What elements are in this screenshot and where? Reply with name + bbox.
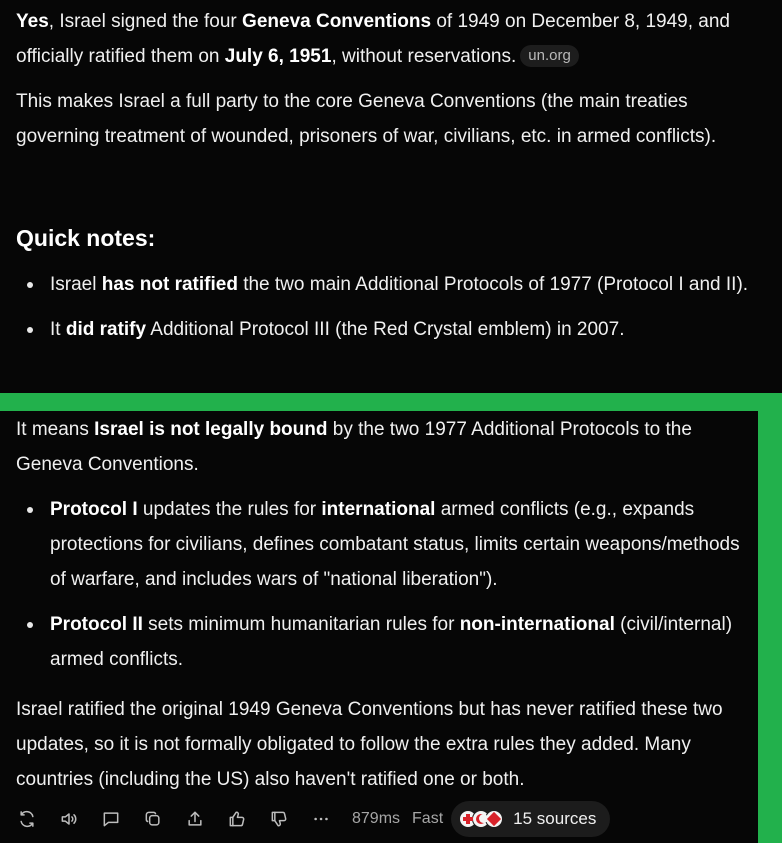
list-item: Protocol II sets minimum humanitarian rules for non-international (civil/internal) armed conflicts. [16, 607, 756, 677]
refresh-icon[interactable] [16, 808, 38, 830]
thumbs-down-icon[interactable] [268, 808, 290, 830]
speed-mode-label: Fast [412, 810, 444, 827]
list-item: It did ratify Additional Protocol III (the Red Crystal emblem) in 2007. [16, 312, 778, 347]
quick-notes-list [16, 267, 778, 347]
quick-notes-heading: Quick notes: [16, 225, 156, 251]
source-badge-un-org[interactable]: un.org [520, 45, 579, 67]
list-item: Protocol I updates the rules for international armed conflicts (e.g., expands protections for civilians, defines combatant status, limits certain weapons/methods of warfare, and includes wars of "national liberation"). [16, 492, 756, 597]
copy-icon[interactable] [142, 808, 164, 830]
sources-count-label: 15 sources [513, 809, 597, 828]
answer-paragraph-full-party: This makes Israel a full party to the core Geneva Conventions (the main treaties governing treatment of wounded, prisoners of war, civilians, etc. in armed conflicts). [16, 91, 717, 147]
response-action-bar [16, 800, 610, 838]
protocols-list [16, 492, 756, 677]
share-icon[interactable] [184, 808, 206, 830]
list-item: Israel has not ratified the two main Additional Protocols of 1977 (Protocol I and II). [16, 267, 778, 302]
thumbs-up-icon[interactable] [226, 808, 248, 830]
sources-button[interactable] [451, 801, 610, 837]
answer-paragraph-ratification: Yes, Israel signed the four Geneva Conventions of 1949 on December 8, 1949, and officially ratified them on July 6, 1951, without reservations. un.org [16, 11, 730, 67]
comment-icon[interactable] [100, 808, 122, 830]
more-icon[interactable] [310, 808, 332, 830]
response-time: 879ms [352, 810, 401, 827]
answer-paragraph-summary: Israel ratified the original 1949 Geneva Conventions but has never ratified these two updates, so it is not formally obligated to follow the extra rules they added. Many countries (including the US) also haven't ratified one or both. [16, 699, 723, 790]
speaker-icon[interactable] [58, 808, 80, 830]
red-crystal-icon [485, 810, 503, 828]
answer-paragraph-not-bound: It means Israel is not legally bound by the two 1977 Additional Protocols to the Geneva Conventions. [16, 419, 692, 475]
